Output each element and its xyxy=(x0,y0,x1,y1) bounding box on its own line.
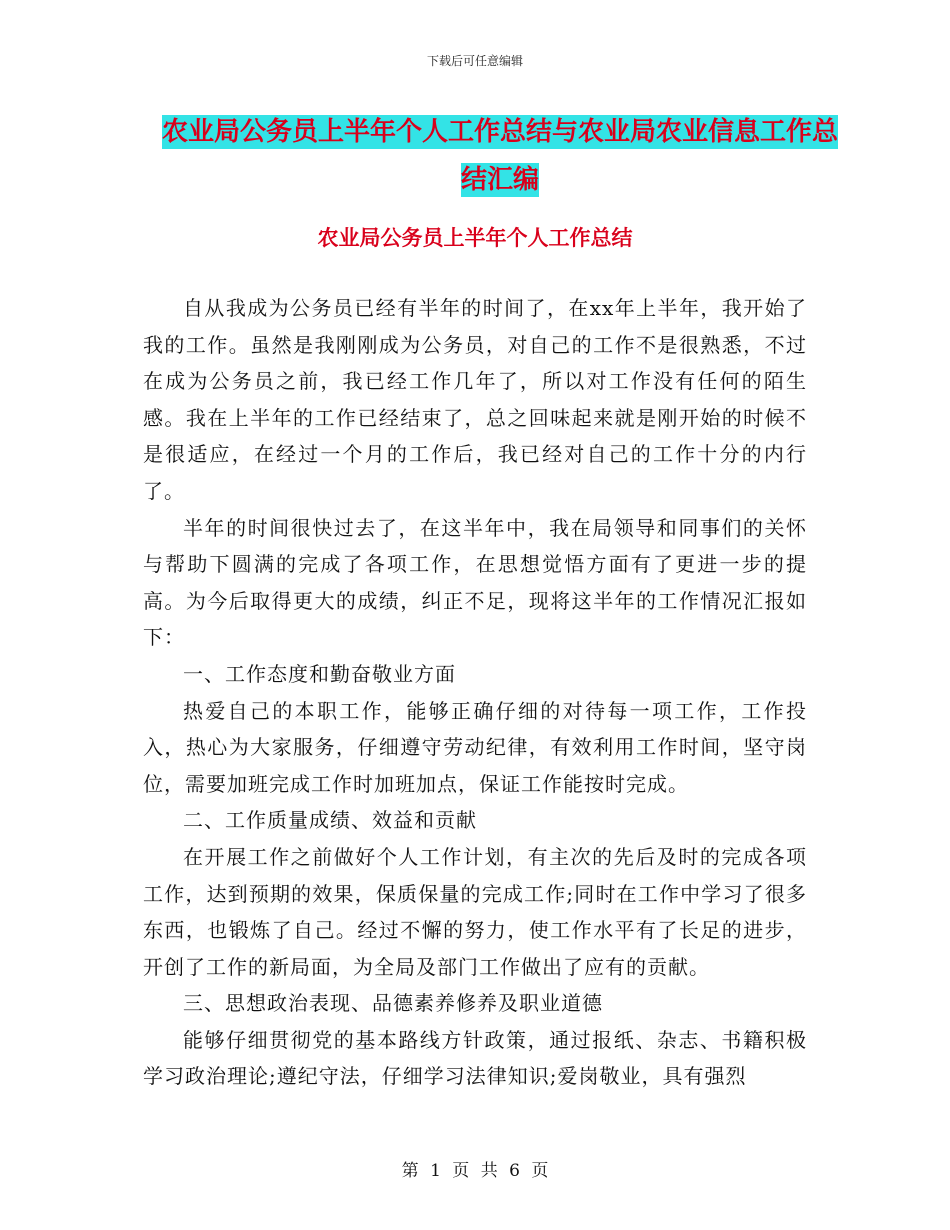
paragraph-2: 半年的时间很快过去了，在这半年中，我在局领导和同事们的关怀与帮助下圆满的完成了各项工作，在思想觉悟方面有了更进一步的提高。为今后取得更大的成绩，纠正不足，现将这半年的工作情况汇报如下： xyxy=(143,515,807,650)
paragraph-1: 自从我成为公务员已经有半年的时间了，在xx年上半年，我开始了我的工作。虽然是我刚刚成为公务员，对自己的工作不是很熟悉，不过在成为公务员之前，我已经工作几年了，所以对工作没有任何的陌生感。我在上半年的工作已经结束了，总之回味起来就是刚开始的时候不是很适应，在经过一个月的工作后，我已经对自己的工作十分的内行了。 xyxy=(143,296,807,503)
heading-political-conduct: 三、思想政治表现、品德素养修养及职业道德 xyxy=(183,991,603,1016)
section-title: 农业局公务员上半年个人工作总结 xyxy=(317,226,633,250)
paragraph-4: 在开展工作之前做好个人工作计划，有主次的先后及时的完成各项工作，达到预期的效果，保质保量的完成工作;同时在工作中学习了很多东西，也锻炼了自己。经过不懈的努力，使工作水平有了长足的进步，开创了工作的新局面，为全局及部门工作做出了应有的贡献。 xyxy=(143,844,807,979)
paragraph-3: 热爱自己的本职工作，能够正确仔细的对待每一项工作，工作投入，热心为大家服务，仔细遵守劳动纪律，有效利用工作时间，坚守岗位，需要加班完成工作时加班加点，保证工作能按时完成。 xyxy=(143,698,807,796)
paragraph-5: 能够仔细贯彻党的基本路线方针政策，通过报纸、杂志、书籍积极学习政治理论;遵纪守法，仔细学习法律知识;爱岗敬业，具有强烈 xyxy=(143,1027,807,1089)
document-body xyxy=(143,290,807,1095)
main-title-highlight: 农业局公务员上半年个人工作总结与农业局农业信息工作总结汇编 xyxy=(161,117,838,195)
page-number: 第 1 页 共 6 页 xyxy=(401,1161,549,1181)
heading-work-attitude: 一、工作态度和勤奋敬业方面 xyxy=(183,661,456,686)
heading-work-quality: 二、工作质量成绩、效益和贡献 xyxy=(183,808,477,833)
document-main-title xyxy=(150,108,850,204)
header-note: 下载后可任意编辑 xyxy=(426,54,523,68)
